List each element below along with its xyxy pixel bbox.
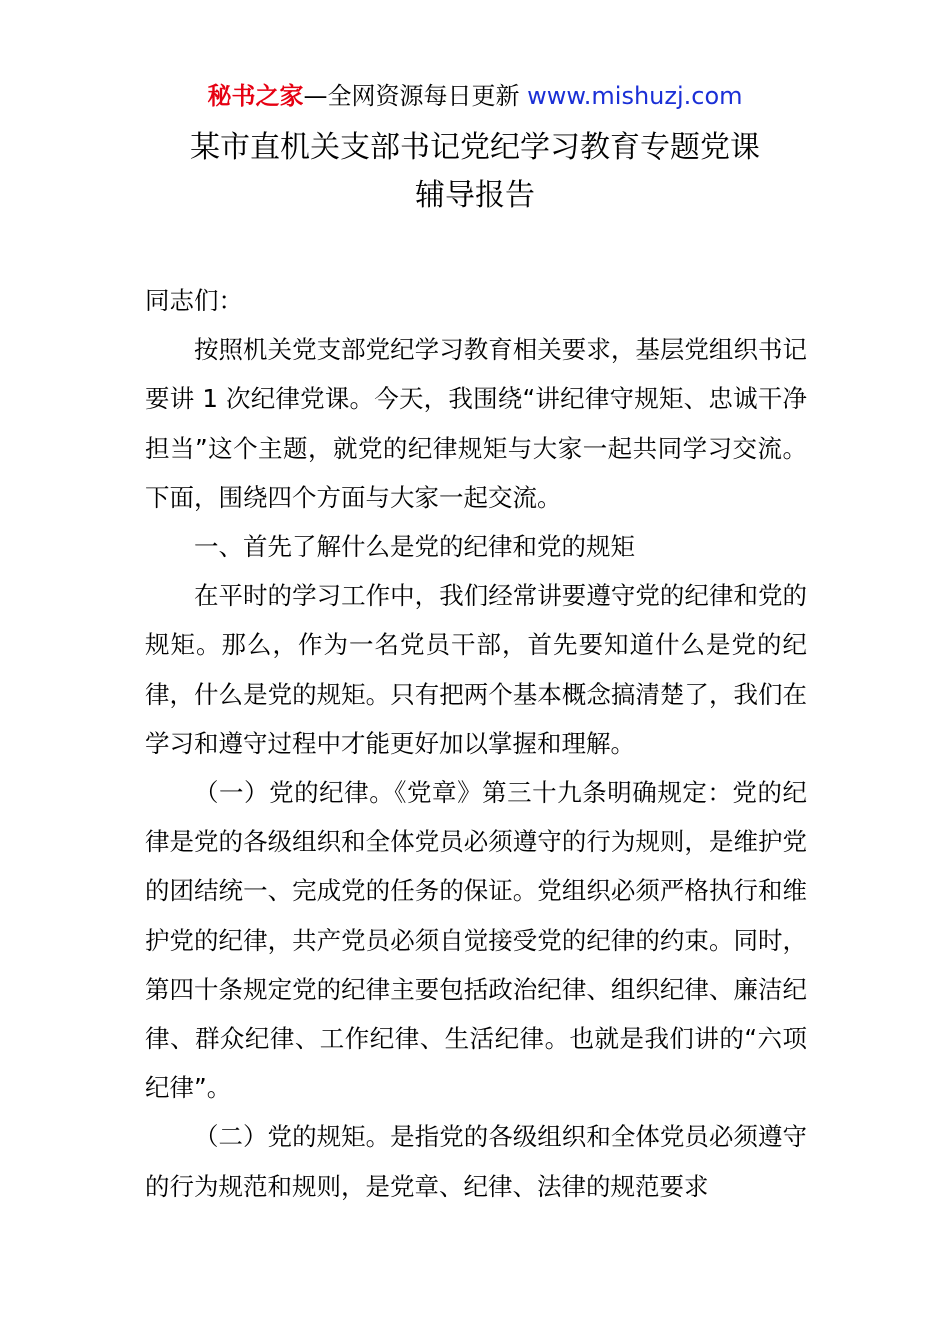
site-header	[0, 80, 950, 112]
paragraph-section-1: 在平时的学习工作中，我们经常讲要遵守党的纪律和党的规矩。那么，作为一名党员干部，首先要知道什么是党的纪律，什么是党的规矩。只有把两个基本概念搞清楚了，我们在学习和遵守过程中才能更好加以掌握和理解。	[145, 581, 807, 758]
paragraph-party-discipline: （一）党的纪律。《党章》第三十九条明确规定：党的纪律是党的各级组织和全体党员必须遵守的行为规则，是维护党的团结统一、完成党的任务的保证。党组织必须严格执行和维护党的纪律，共产党员必须自觉接受党的纪律的约束。同时，第四十条规定党的纪律主要包括政治纪律、组织纪律、廉洁纪律、群众纪律、工作纪律、生活纪律。也就是我们讲的“六项纪律”。	[145, 778, 807, 1103]
paragraph-party-rules: （二）党的规矩。是指党的各级组织和全体党员必须遵守的行为规范和规则，是党章、纪律、法律的规范要求	[145, 1122, 807, 1201]
salutation: 同志们：	[145, 286, 243, 315]
brand-name: 秘书之家	[207, 82, 304, 110]
header-tagline: —全网资源每日更新	[303, 82, 528, 110]
section-heading-1: 一、首先了解什么是党的纪律和党的规矩	[194, 532, 635, 562]
document-title-line-1: 某市直机关支部书记党纪学习教育专题党课	[190, 130, 760, 165]
site-url-link[interactable]: www.mishuzj.com	[527, 82, 743, 110]
document-title-line-2: 辅导报告	[415, 178, 535, 213]
paragraph-intro: 按照机关党支部党纪学习教育相关要求，基层党组织书记要讲 1 次纪律党课。今天，我围绕“讲纪律守规矩、忠诚干净担当”这个主题，就党的纪律规矩与大家一起共同学习交流。下面，围绕四个方面与大家一起交流。	[145, 335, 807, 512]
document-body	[145, 276, 807, 1211]
